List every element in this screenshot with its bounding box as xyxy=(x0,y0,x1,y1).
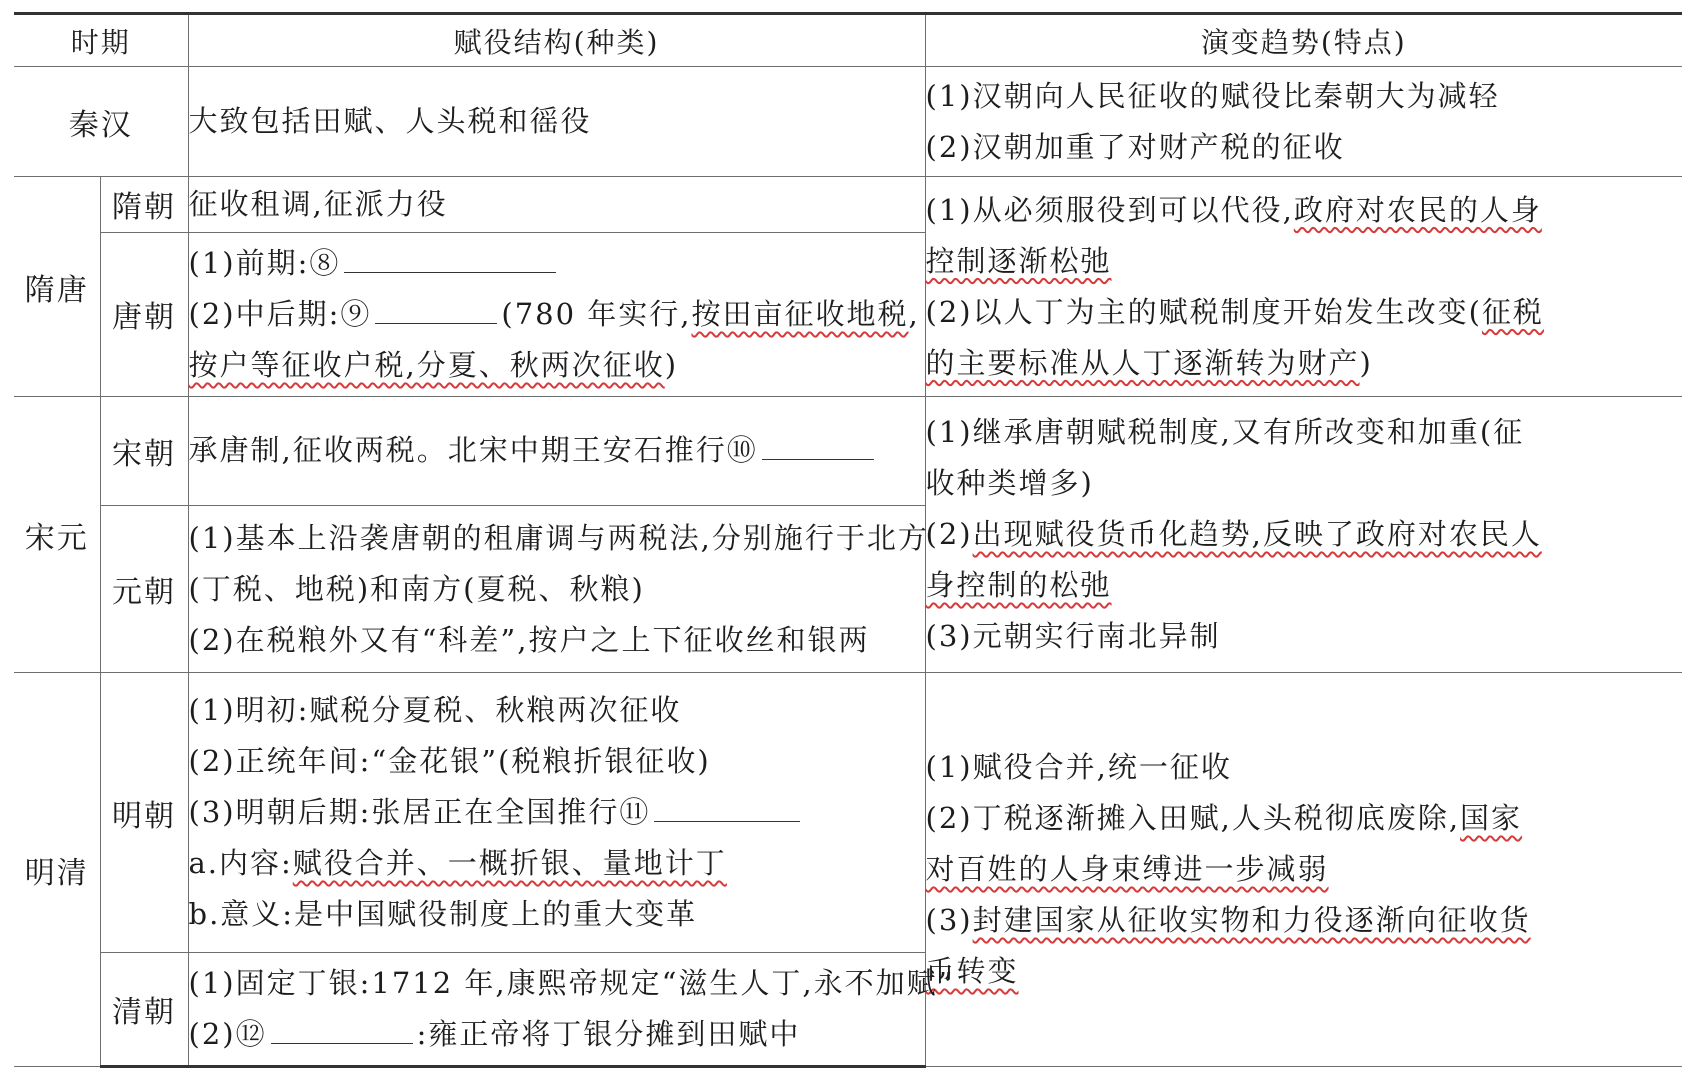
tax-system-table xyxy=(14,12,1682,1068)
structure-song: 承唐制,征收两税。北宋中期王安石推行⑩ xyxy=(188,396,925,505)
header-row xyxy=(14,14,1682,67)
row-qinhan xyxy=(14,67,1682,177)
key-point-underline: 国家 xyxy=(1460,801,1523,836)
key-point-underline: 按田亩征收地税 xyxy=(691,296,909,331)
dynasty-tang: 唐朝 xyxy=(100,232,188,396)
header-trend: 演变趋势(特点) xyxy=(925,14,1682,67)
key-point-underline: 控制逐渐松弛 xyxy=(925,243,1112,278)
era-qinhan: 秦汉 xyxy=(14,67,188,177)
era-suitang: 隋唐 xyxy=(14,177,100,397)
key-point-underline: 币转变 xyxy=(925,954,1019,989)
structure-ming: (1)明初:赋税分夏税、秋粮两次征收 (2)正统年间:“金花银”(税粮折银征收) (3)明朝后期:张居正在全国推行⑪ a.内容:赋役合并、一概折银、量地计丁 b.意义:是中国赋役制度上的重大变革 xyxy=(188,673,925,953)
key-point-underline: 的主要标准从人丁逐渐转为财产 xyxy=(925,345,1360,380)
dynasty-qing: 清朝 xyxy=(100,952,188,1066)
structure-yuan: (1)基本上沿袭唐朝的租庸调与两税法,分别施行于北方 (丁税、地税)和南方(夏税、秋粮) (2)在税粮外又有“科差”,按户之上下征收丝和银两 xyxy=(188,505,925,672)
key-point-underline: 政府对农民的人身 xyxy=(1293,192,1542,227)
fill-in-blank-12[interactable] xyxy=(271,1015,413,1044)
key-point-underline: 征税 xyxy=(1481,294,1544,329)
dynasty-ming: 明朝 xyxy=(100,673,188,953)
fill-in-blank-11[interactable] xyxy=(654,793,800,822)
trend-suitang: (1)从必须服役到可以代役,政府对农民的人身 控制逐渐松弛 (2)以人丁为主的赋税制度开始发生改变(征税 的主要标准从人丁逐渐转为财产) xyxy=(925,177,1682,397)
structure-tang: (1)前期:⑧ (2)中后期:⑨ (780 年实行,按田亩征收地税, 按户等征收户税,分夏、秋两次征收) xyxy=(188,232,925,396)
key-point-underline: 出现赋役货币化趋势,反映了政府对农民人 xyxy=(972,517,1542,552)
fill-in-blank-10[interactable] xyxy=(762,431,874,460)
header-period: 时期 xyxy=(14,14,188,67)
structure-sui: 征收租调,征派力役 xyxy=(188,177,925,232)
dynasty-song: 宋朝 xyxy=(100,396,188,505)
era-songyuan: 宋元 xyxy=(14,396,100,672)
row-ming xyxy=(14,673,1682,953)
key-point-underline: 对百姓的人身束缚进一步减弱 xyxy=(925,852,1329,887)
structure-qinhan: 大致包括田赋、人头税和徭役 xyxy=(188,67,925,177)
structure-qing: (1)固定丁银:1712 年,康熙帝规定“滋生人丁,永不加赋” (2)⑫ :雍正帝将丁银分摊到田赋中 xyxy=(188,952,925,1066)
dynasty-sui: 隋朝 xyxy=(100,177,188,232)
fill-in-blank-9[interactable] xyxy=(375,295,497,324)
fill-in-blank-8[interactable] xyxy=(344,244,556,273)
row-sui xyxy=(14,177,1682,232)
era-mingqing: 明清 xyxy=(14,673,100,1067)
header-structure: 赋役结构(种类) xyxy=(188,14,925,67)
row-song xyxy=(14,396,1682,505)
trend-qinhan: (1)汉朝向人民征收的赋役比秦朝大为减轻 (2)汉朝加重了对财产税的征收 xyxy=(925,67,1682,177)
dynasty-yuan: 元朝 xyxy=(100,505,188,672)
key-point-underline: 赋役合并、一概折银、量地计丁 xyxy=(292,846,727,881)
key-point-underline: 封建国家从征收实物和力役逐渐向征收货 xyxy=(972,903,1531,938)
trend-songyuan: (1)继承唐朝赋税制度,又有所改变和加重(征 收种类增多) (2)出现赋役货币化趋势,反映了政府对农民人 身控制的松弛 (3)元朝实行南北异制 xyxy=(925,396,1682,672)
key-point-underline: 身控制的松弛 xyxy=(925,568,1112,603)
key-point-underline: 按户等征收户税,分夏、秋两次征收 xyxy=(188,347,665,382)
trend-mingqing: (1)赋役合并,统一征收 (2)丁税逐渐摊入田赋,人头税彻底废除,国家 对百姓的人身束缚进一步减弱 (3)封建国家从征收实物和力役逐渐向征收货 币转变 xyxy=(925,673,1682,1067)
